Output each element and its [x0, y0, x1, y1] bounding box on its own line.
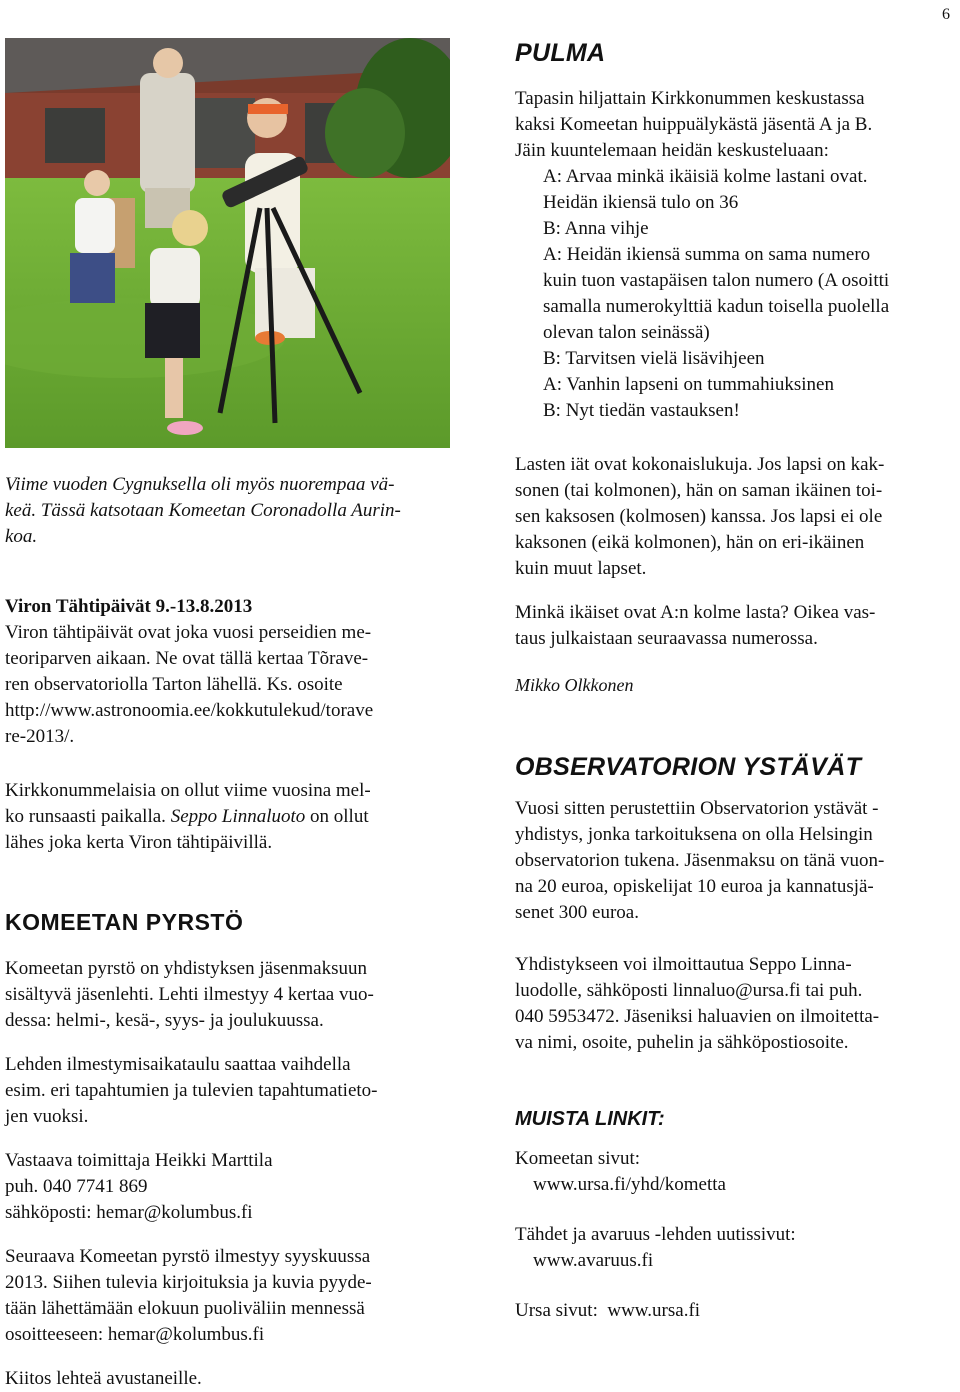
pulma-p2-line: sonen (tai kolmonen), hän on saman ikäinen toi-	[515, 480, 883, 501]
komeetan-p1-line: sisältyvä jäsenlehti. Lehti ilmestyy 4 kertaa vuo-	[5, 984, 374, 1005]
ystavat-p1-line: observatorion tukena. Jäsenmaksu on tänä vuon-	[515, 850, 885, 871]
left-column	[5, 472, 445, 1392]
ystavat-section	[515, 752, 960, 1056]
viron-body-line: ren observatoriolla Tarton lähellä. Ks. osoite	[5, 674, 343, 695]
ystavat-p2-line: luodolle, sähköposti linnaluo@ursa.fi tai puh.	[515, 980, 863, 1001]
caption-line: koa.	[5, 526, 38, 547]
pulma-intro-line: Tapasin hiljattain Kirkkonummen keskustassa	[515, 88, 865, 109]
tahdet-label: Tähdet ja avaruus -lehden uutissivut:	[515, 1224, 796, 1245]
komeetan-sivut-link[interactable]: www.ursa.fi/yhd/kometta	[533, 1174, 726, 1195]
ystavat-p1-line: yhdistys, jonka tarkoituksena on olla Helsingin	[515, 824, 873, 845]
pulma-intro-line: kaksi Komeetan huippuälykästä jäsentä A ja B.	[515, 114, 873, 135]
photo-caption	[5, 472, 445, 550]
komeetan-p2-line: Lehden ilmestymisaikataulu saattaa vaihdella	[5, 1054, 351, 1075]
komeetan-sivut-label: Komeetan sivut:	[515, 1148, 641, 1169]
ystavat-p2-line: va nimi, osoite, puhelin ja sähköpostiosoite.	[515, 1032, 849, 1053]
pulma-p3-line: taus julkaistaan seuraavassa numerossa.	[515, 628, 818, 649]
ursa-link[interactable]: www.ursa.fi	[607, 1300, 701, 1321]
editor-phone: puh. 040 7741 869	[5, 1176, 148, 1197]
ursa-row	[515, 1298, 960, 1324]
photo-illustration	[5, 38, 450, 448]
dialogue-line: B: Anna vihje	[543, 218, 649, 239]
viron-para2-line: lähes joka kerta Viron tähtipäivillä.	[5, 832, 273, 853]
photo-children-telescope	[5, 38, 450, 448]
dialogue-line: Heidän ikiensä tulo on 36	[543, 192, 739, 213]
editor-line: Vastaava toimittaja Heikki Marttila	[5, 1150, 273, 1171]
komeetan-p4-line: osoitteeseen: hemar@kolumbus.fi	[5, 1324, 265, 1345]
komeetan-p4-line: 2013. Siihen tulevia kirjoituksia ja kuvia pyyde-	[5, 1272, 372, 1293]
komeetan-p4-line: tään lähettämään elokuun puoliväliin mennessä	[5, 1298, 365, 1319]
ystavat-p1-line: Vuosi sitten perustettiin Observatorion ystävät -	[515, 798, 879, 819]
viron-para2-line: Kirkkonummelaisia on ollut viime vuosina mel-	[5, 780, 371, 801]
dialogue-line: B: Nyt tiedän vastauksen!	[543, 400, 740, 421]
viron-section	[5, 594, 445, 856]
komeetan-p2-line: jen vuoksi.	[5, 1106, 89, 1127]
right-column	[515, 86, 960, 1324]
komeetan-section	[5, 908, 445, 1392]
pulma-heading-wrap	[515, 38, 605, 69]
komeetan-p2-line: esim. eri tapahtumien ja tulevien tapahtumatieto-	[5, 1080, 378, 1101]
pulma-p3-line: Minkä ikäiset ovat A:n kolme lasta? Oikea vas-	[515, 602, 876, 623]
komeetan-thanks: Kiitos lehteä avustaneille.	[5, 1368, 202, 1389]
ursa-label: Ursa sivut:	[515, 1300, 598, 1321]
dialogue-line: A: Arvaa minkä ikäisiä kolme lastani ovat.	[543, 166, 868, 187]
ystavat-p2-line: Yhdistykseen voi ilmoittautua Seppo Linna-	[515, 954, 852, 975]
komeetan-p4-line: Seuraava Komeetan pyrstö ilmestyy syyskuussa	[5, 1246, 371, 1267]
viron-link[interactable]: http://www.astronoomia.ee/kokkutulekud/torave	[5, 700, 374, 721]
dialogue-line: A: Heidän ikiensä summa on sama numero	[543, 244, 871, 265]
dialogue-line: samalla numerokylttiä kadun toisella puolella	[543, 296, 890, 317]
komeetan-heading: KOMEETAN PYRSTÖ	[5, 909, 244, 935]
viron-body-line: Viron tähtipäivät ovat joka vuosi perseidien me-	[5, 622, 372, 643]
viron-body-line: teoriparven aikaan. Ne ovat tällä kertaa Tõrave-	[5, 648, 369, 669]
pulma-signature: Mikko Olkkonen	[515, 675, 634, 695]
ystavat-p1-line: na 20 euroa, opiskelijat 10 euroa ja kannatusjä-	[515, 876, 874, 897]
pulma-p2-line: sen kaksosen (kolmosen) kanssa. Jos lapsi ei ole	[515, 506, 883, 527]
komeetan-p1-line: Komeetan pyrstö on yhdistyksen jäsenmaksuun	[5, 958, 368, 979]
linkit-section	[515, 1106, 960, 1324]
pulma-p2-line: Lasten iät ovat kokonaislukuja. Jos lapsi on kak-	[515, 454, 885, 475]
tahdet-link[interactable]: www.avaruus.fi	[533, 1250, 654, 1271]
ystavat-p2-line: 040 5953472. Jäseniksi haluavien on ilmoitetta-	[515, 1006, 880, 1027]
dialogue-line: A: Vanhin lapseni on tummahiuksinen	[543, 374, 834, 395]
dialogue-line: kuin tuon vastapäisen talon numero (A osoitti	[543, 270, 890, 291]
page-number: 6	[942, 6, 950, 23]
viron-para2-line	[5, 804, 445, 830]
caption-line: keä. Tässä katsotaan Komeetan Coronadolla Aurin-	[5, 500, 401, 521]
pulma-section	[515, 86, 960, 698]
linkit-heading: MUISTA LINKIT:	[515, 1108, 665, 1130]
person-name: Seppo Linnaluoto	[170, 806, 306, 827]
ystavat-p1-line: senet 300 euroa.	[515, 902, 639, 923]
text-run: on ollut	[305, 806, 369, 827]
viron-heading: Viron Tähtipäivät 9.-13.8.2013	[5, 596, 253, 617]
editor-email[interactable]: sähköposti: hemar@kolumbus.fi	[5, 1202, 253, 1223]
pulma-p2-line: kaksonen (eikä kolmonen), hän on eri-ikäinen	[515, 532, 865, 553]
text-run: ko runsaasti paikalla.	[5, 806, 171, 827]
pulma-p2-line: kuin muut lapset.	[515, 558, 647, 579]
dialogue-line: olevan talon seinässä)	[543, 322, 710, 343]
pulma-intro-line: Jäin kuuntelemaan heidän keskusteluaan:	[515, 140, 829, 161]
ystavat-heading: OBSERVATORION YSTÄVÄT	[515, 753, 862, 781]
komeetan-p1-line: dessa: helmi-, kesä-, syys- ja joulukuussa.	[5, 1010, 324, 1031]
caption-line: Viime vuoden Cygnuksella oli myös nuorempaa vä-	[5, 474, 395, 495]
viron-body-line: re-2013/.	[5, 726, 75, 747]
dialogue-line: B: Tarvitsen vielä lisävihjeen	[543, 348, 765, 369]
pulma-heading: PULMA	[515, 39, 606, 67]
